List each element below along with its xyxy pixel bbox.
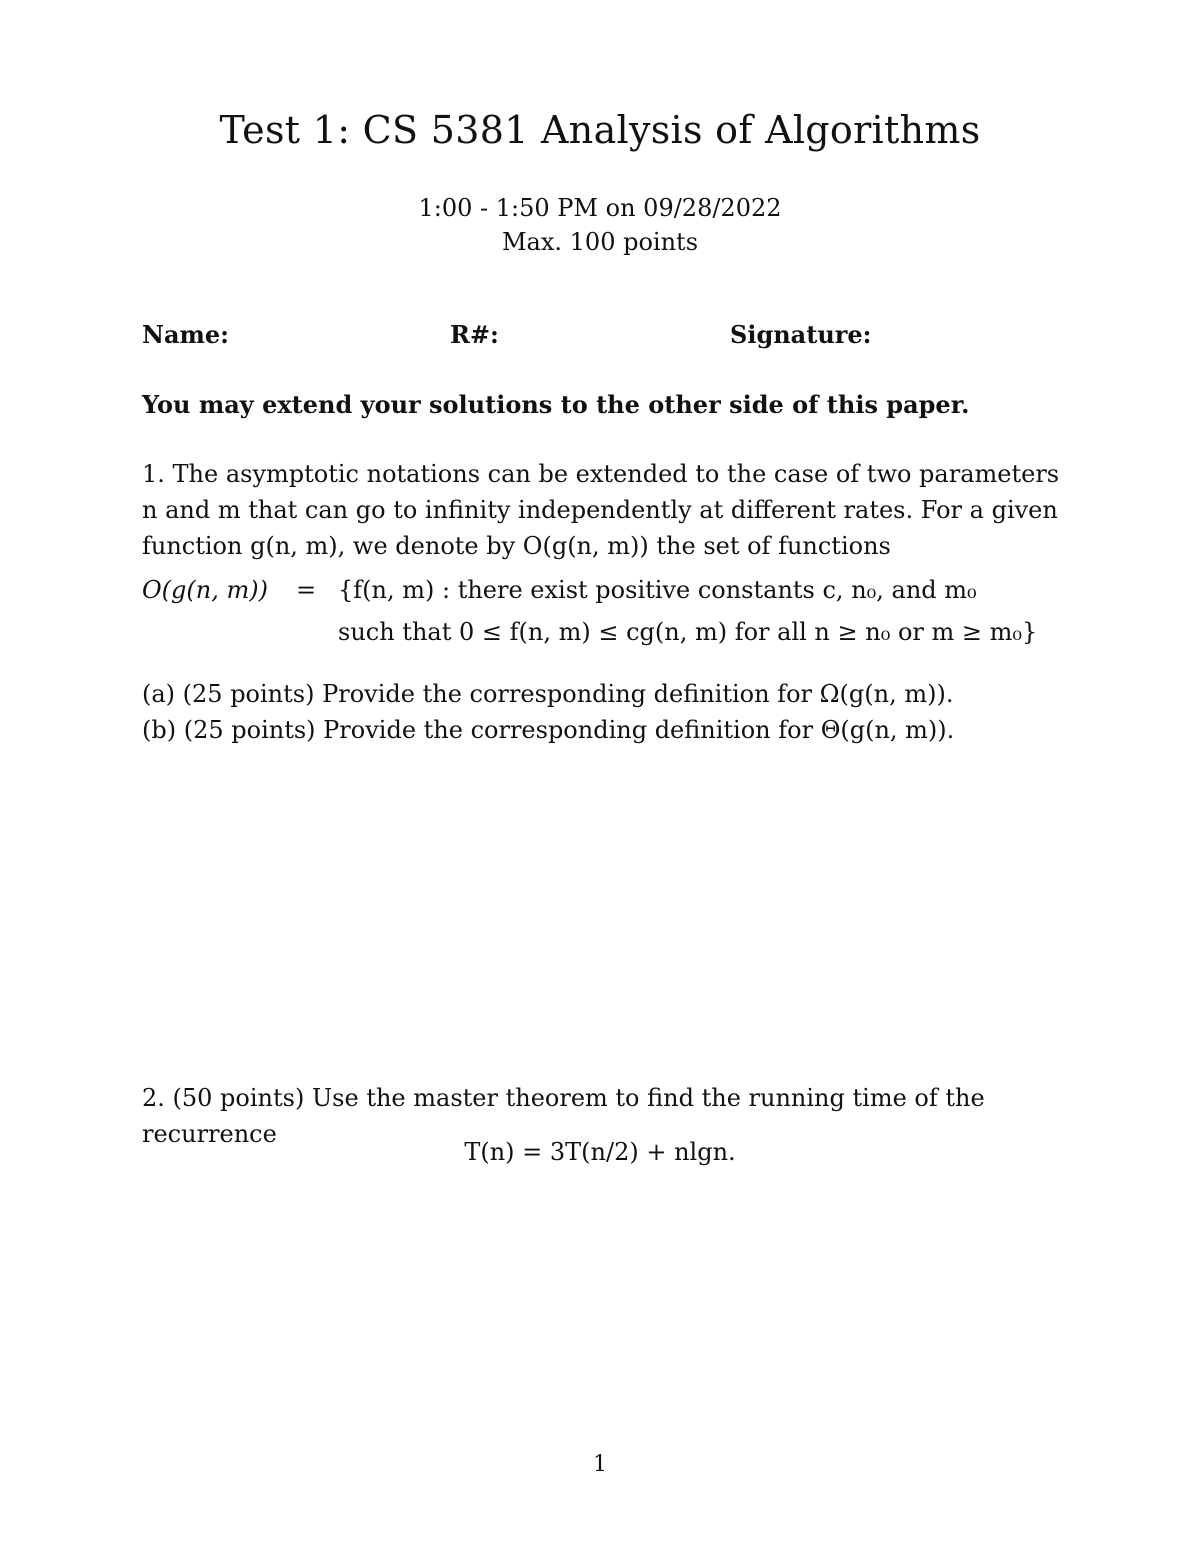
definition-lhs: O(g(n, m)) [142,576,268,604]
page-title: Test 1: CS 5381 Analysis of Algorithms [219,108,981,152]
definition-rhs-line-2: such that 0 ≤ f(n, m) ≤ cg(n, m) for all n ≥ n₀ or m ≥ m₀} [338,618,1038,646]
question-1-line-2: n and m that can go to infinity independently at different rates. For a given [142,496,1058,524]
definition-equals: = [296,576,317,604]
rnum-label: R#: [450,320,499,349]
instruction-text: You may extend your solutions to the other side of this paper. [142,390,970,419]
question-1-line-3: function g(n, m), we denote by O(g(n, m)) the set of functions [142,532,891,560]
question-1-part-a: (a) (25 points) Provide the corresponding definition for Ω(g(n, m)). [142,680,954,708]
question-1-line-1: 1. The asymptotic notations can be extended to the case of two parameters [142,460,1060,488]
definition-rhs-line-1: {f(n, m) : there exist positive constants c, n₀, and m₀ [338,576,977,604]
page-number: 1 [593,1452,607,1477]
signature-label: Signature: [730,320,872,349]
recurrence-equation: T(n) = 3T(n/2) + nlgn. [464,1138,736,1166]
name-label: Name: [142,320,230,349]
max-points: Max. 100 points [501,228,699,256]
exam-time: 1:00 - 1:50 PM on 09/28/2022 [418,194,782,222]
question-1-part-b: (b) (25 points) Provide the corresponding definition for Θ(g(n, m)). [142,716,955,744]
question-2-text: 2. (50 points) Use the master theorem to find the running time of the recurrence [142,1084,985,1148]
